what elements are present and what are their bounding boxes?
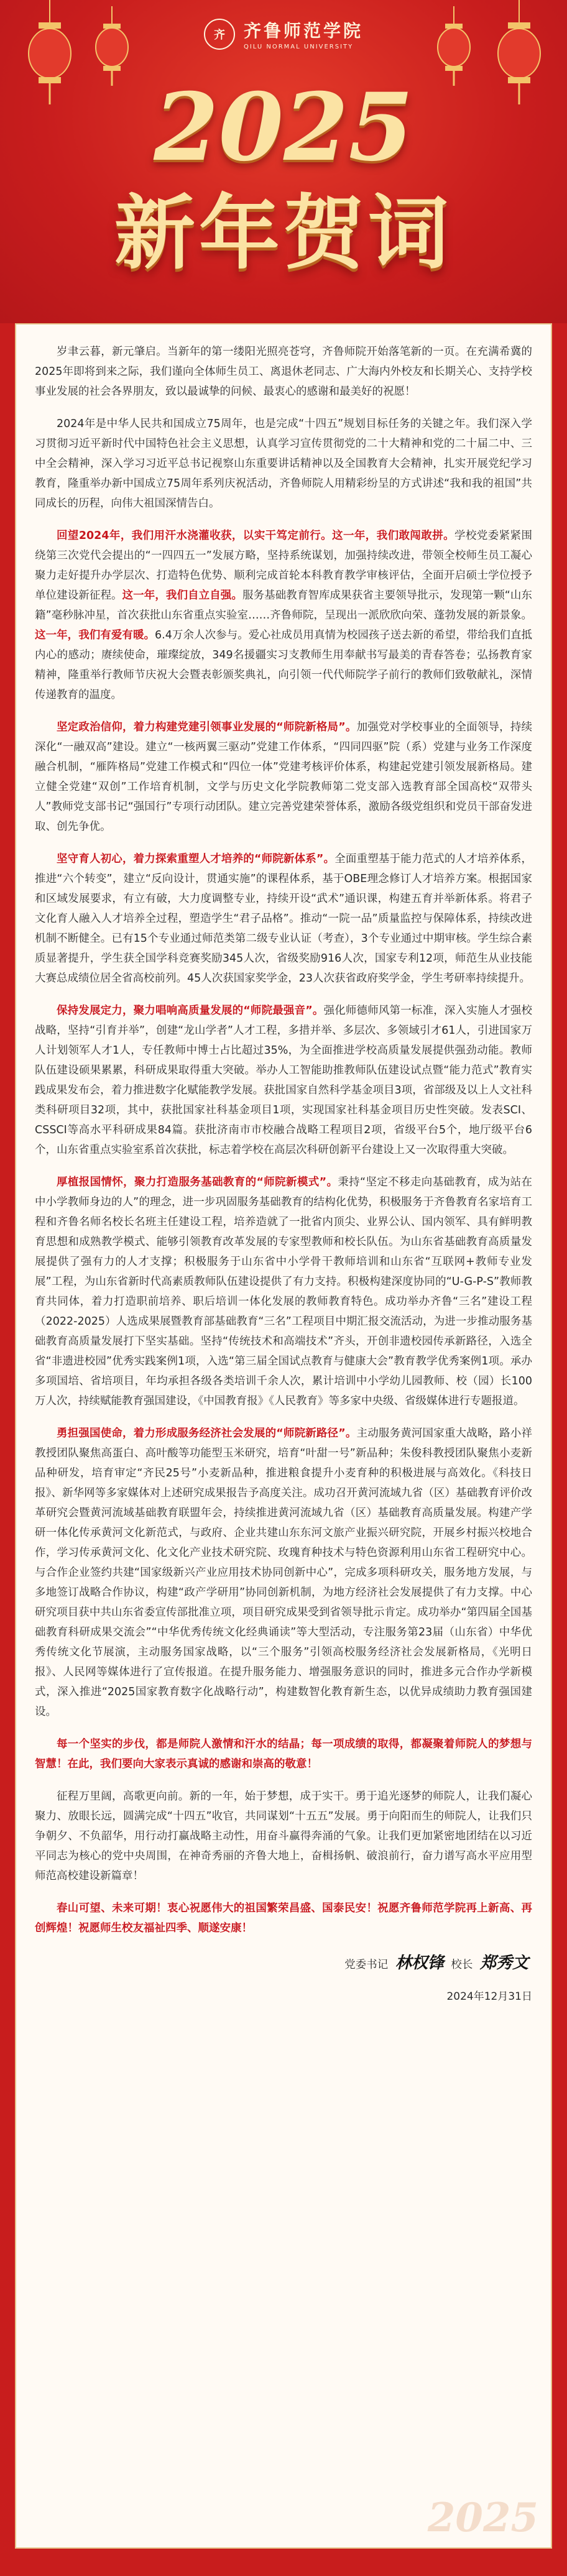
highlight-text: 坚定政治信仰，着力构建党建引领事业发展的“师院新格局”。 <box>57 721 357 734</box>
paragraph <box>35 1734 532 1774</box>
highlight-text: 每一个坚实的步伐，都是师院人激情和汗水的结晶；每一项成绩的取得，都凝聚着师院人的梦想与智慧！在此，我们要向大家表示真诚的感谢和崇高的敬意！ <box>35 1738 532 1770</box>
body-text: 加强党对学校事业的全面领导，持续深化“一融双高”建设。建立“一核两翼三驱动”党建工作体系，“四同四驱”院（系）党建与业务工作深度融合机制，“雁阵格局”党建工作模式和“四位一体”党建考核评价体系，构建起党建引领发展新格局。建立健全党建“双创”工作培育机制，文学与历史文化学院教师第二党支部入选教育部全国高校“双带头人”教师党支部书记“强国行”专项行动团队。建立完善党建荣誉体系，激励各级党组织和党员干部奋发进取、创先争优。 <box>35 721 532 833</box>
school-name-cn: 齐鲁师范学院 <box>243 21 363 41</box>
paragraph <box>35 849 532 988</box>
body-text: 全面重塑基于能力范式的人才培养体系，推进“六个转变”，建立“反向设计，贯通实施”的课程体系，基于OBE理念修订人才培养方案。根据国家和区域发展要求，有立有破，大力度调整专业，持续开设“武术”通识课，构建五育并举新体系。将君子文化育人融入人才培养全过程，塑造学生“君子品格”。推动“一院一品”质量监控与保障体系，持续改进机制不断健全。已有15个专业通过师范类第二级专业认证（考查），3个专业通过中期审核。学生综合素质显著提升，学生获全国学科竞赛奖励345人次，省级奖励916人次，国家专利12项，师范生从业技能大赛总成绩位居全省高校前列。45人次获国家奖学金，23人次获省政府奖学金，学生考研率持续提升。 <box>35 853 532 985</box>
president-signature: 郑秀文 <box>479 1954 528 1972</box>
page-title: 新年贺词 <box>114 185 453 280</box>
greeting-card <box>15 323 552 2549</box>
secretary-label: 党委书记 <box>344 1959 389 1971</box>
paragraph <box>35 1898 532 1938</box>
highlight-text: 保持发展定力，聚力唱响高质量发展的“师院最强音”。 <box>57 1005 324 1017</box>
paragraph <box>35 342 532 402</box>
highlight-text: 坚守育人初心，着力探索重塑人才培养的“师院新体系”。 <box>57 853 335 865</box>
body-text: 6.4万余人次参与。爱心社成员用真情为校园孩子送去新的希望，带给我们直抵内心的感动；赓续使命，璀璨绽放，349名援疆实习支教师生用奉献书写最美的青春答卷；弘扬教育家精神，隆重举行教师节庆祝大会暨表彰颁奖典礼，向引领一代代师院学子前行的教师们致敬献礼，深情传递教育的温度。 <box>35 629 532 701</box>
highlight-text: 厚植报国情怀，聚力打造服务基础教育的“师院新模式”。 <box>57 1176 338 1189</box>
body-text: 秉持“坚定不移走向基础教育，成为站在中小学教师身边的人”的理念，进一步巩固服务基础教育的结构化优势，积极服务于齐鲁教育名家培育工程和齐鲁名师名校长名班主任建设工程，培养造就了一批省内顶尖、业界公认、国内领军、具有鲜明教育思想和成熟教学模式、能够引领教育改革发展的专家型教师和校长队伍。为山东省基础教育高质量发展提供了强有力的人才支撑；积极服务于山东省中小学骨干教师培训和山东省“互联网+教师专业发展”工程，为山东省新时代高素质教师队伍建设提供了有力支持。积极构建深度协同的“U-G-P-S”教师教育共同体，着力打造职前培养、职后培训一体化发展的教师教育特色。成功举办齐鲁“三名”建设工程（2022-2025）人选成果展暨教育部基础教育“三名”工程项目中期汇报交流活动，为进一步推动服务基础教育高质量发展打下坚实基础。坚持“传统技术和高端技术”齐头，开创非遗校园传承新路径，入选全省“非遗进校园”优秀实践案例1项，入选“第三届全国试点教育与健康大会”教育教学优秀案例1项。承办多项国培、省培项目，年均承担各级各类培训千余人次，累计培训中小学幼儿园教师、校（园）长100万人次，持续赋能教育强国建设，《中国教育报》《人民教育》等多家中央级、省级媒体进行专题报道。 <box>35 1176 532 1407</box>
letter-date: 2024年12月31日 <box>446 1990 532 2003</box>
body-text: 2024年是中华人民共和国成立75周年，也是完成“十四五”规划目标任务的关键之年。我们深入学习贯彻习近平新时代中国特色社会主义思想，认真学习宣传贯彻党的二十大精神和党的二十届二中、三中全会精神，深入学习习近平总书记视察山东重要讲话精神以及全国教育大会精神，扎实开展党纪学习教育，隆重举办新中国成立75周年系列庆祝活动，齐鲁师院人用精彩纷呈的方式讲述“我和我的祖国”共同成长的历程，向伟大祖国深情告白。 <box>35 418 532 510</box>
paragraph <box>35 1424 532 1722</box>
highlight-text: 勇担强国使命，着力形成服务经济社会发展的“师院新路径”。 <box>57 1427 357 1440</box>
paragraph <box>35 1787 532 1886</box>
paragraph <box>35 717 532 837</box>
highlight-text: 回望2024年，我们用汗水浇灌收获，以实干笃定前行。这一年，我们敢闯敢拼。 <box>57 530 455 542</box>
school-name-en: QILU NORMAL UNIVERSITY <box>243 44 354 50</box>
body-text: 岁聿云暮，新元肇启。当新年的第一缕阳光照亮苍穹，齐鲁师院开始落笔新的一页。在充满希冀的2025年即将到来之际，我们谨向全体师生员工、离退休老同志、广大海内外校友和长期关心、支持学校事业发展的社会各界朋友，致以最诚挚的问候、最衷心的感谢和最美好的祝愿！ <box>35 346 532 398</box>
secretary-signature: 林权锋 <box>395 1954 444 1972</box>
signature-line <box>35 1952 532 1976</box>
body-text: 学校党委紧紧围绕第三次党代会提出的“一四四五一”发展方略，坚持系统谋划，加强持续改进，带领全校师生员工凝心聚力走好提升办学层次、打造特色优势、顺利完成首轮本科教育教学审核评估，全面开启硕士学位授予单位建设新征程。 <box>35 530 532 602</box>
school-seal-icon: 齐 <box>204 19 235 50</box>
paragraph <box>35 1001 532 1160</box>
footer-band <box>0 2549 567 2576</box>
school-logo <box>0 17 567 50</box>
highlight-text: 这一年，我们自立自强。 <box>122 589 242 602</box>
president-label: 校长 <box>451 1959 473 1971</box>
body-text: 服务基础教育智库成果获省主要领导批示，发现第一颗“山东籍”毫秒脉冲星，首次获批山东省重点实验室……齐鲁师院，呈现出一派欣欣向荣、蓬勃发展的新景象。 <box>35 589 532 622</box>
paragraph <box>35 526 532 705</box>
body-text: 征程万里阔，高歌更向前。新的一年，始于梦想，成于实干。勇于追光逐梦的师院人，让我们凝心聚力、放眼长远，圆满完成“十四五”收官，共同谋划“十五五”发展。勇于向阳而生的师院人，让我们只争朝夕、不负韶华，用行动打赢战略主动性，用奋斗赢得奔涌的气象。让我们更加紧密地团结在以习近平同志为核心的党中央周围，在神奇秀丽的齐鲁大地上，奋楫扬帆、破浪前行，奋力谱写高水平应用型师范高校建设新篇章！ <box>35 1790 532 1882</box>
body-text: 强化师德师风第一标准，深入实施人才强校战略，坚持“引育并举”，创建“龙山学者”人才工程，多措并举、多层次、多领域引才61人，引进国家万人计划领军人才1人，专任教师中博士占比超过35%，为全面推进学校高质量发展提供强劲动能。教师队伍建设硕果累累，科研成果取得重大突破。举办人工智能助推教师队伍建设试点暨“能力范式”教育实践成果发布会，着力推进数字化赋能教学发展。获批国家自然科学基金项目3项，省部级及以上人文社科类科研项目32项，其中，获批国家社科基金项目1项，实现国家社科基金项目历史性突破。发表SCI、CSSCI等高水平科研成果84篇。获批济南市市校融合战略工程项目2项，省级平台5个，地厅级平台6个，山东省重点实验室系首次获批，标志着学校在高层次科研创新平台建设上又一次取得重大突破。 <box>35 1005 532 1156</box>
highlight-text: 这一年，我们有爱有暖。 <box>35 629 155 642</box>
paragraph <box>35 414 532 513</box>
year-heading: 2025 <box>154 73 413 182</box>
body-text: 主动服务黄河国家重大战略，路小祥教授团队聚焦高蛋白、高叶酸等功能型玉米研究，培育“叶甜一号”新品种；朱俊科教授团队聚焦小麦新品种研发，培育审定“齐民25号”小麦新品种，推进粮食提升小麦育种的积极进展与高效化。《科技日报》、新华网等多家媒体对上述研究成果报告予高度关注。成功召开黄河流域九省（区）基础教育评价改革研究会暨黄河流域基础教育联盟年会，持续推进黄河流域九省（区）基础教育高质量发展。构建产学研一体化传承黄河文化新范式，与政府、企业共建山东东河文旅产业振兴研究院，开展乡村振兴校地合作，学习传承黄河文化、化文化产业技术研究院、玫瑰育种技术与特色资源利用山东省工程研究中心。与合作企业签约共建“国家级新兴产业应用技术协同创新中心”，完成多项科研攻关，服务地方发展，与多地签订战略合作协议，构建“政产学研用”协同创新机制，为地方经济社会发展提供了有力支撑。中心研究项目获中共山东省委宣传部批准立项，项目研究成果受到省领导批示肯定。成功举办“第四届全国基础教育科研成果交流会”“中华优秀传统文化经典诵读”等大型活动，专注服务第23届（山东省）中华优秀传统文化节展演，主动服务国家战略，以“三个服务”引领高校服务经济社会发展新格局，《光明日报》、人民网等媒体进行了宣传报道。在提升服务能力、增强服务意识的同时，推进多元合作办学新模式，深入推进“2025国家教育数字化战略行动”，构建数智化教育新生态，以优异成绩助力教育强国建设。 <box>35 1427 532 1718</box>
paragraph <box>35 1172 532 1411</box>
greeting-body <box>35 342 532 1938</box>
highlight-text: 春山可望、未来可期！衷心祝愿伟大的祖国繁荣昌盛、国泰民安！祝愿齐鲁师范学院再上新高、再创辉煌！祝愿师生校友福祉四季、顺遂安康！ <box>35 1902 532 1934</box>
header-banner <box>0 0 567 323</box>
decorative-year: 2025 <box>427 2495 538 2541</box>
